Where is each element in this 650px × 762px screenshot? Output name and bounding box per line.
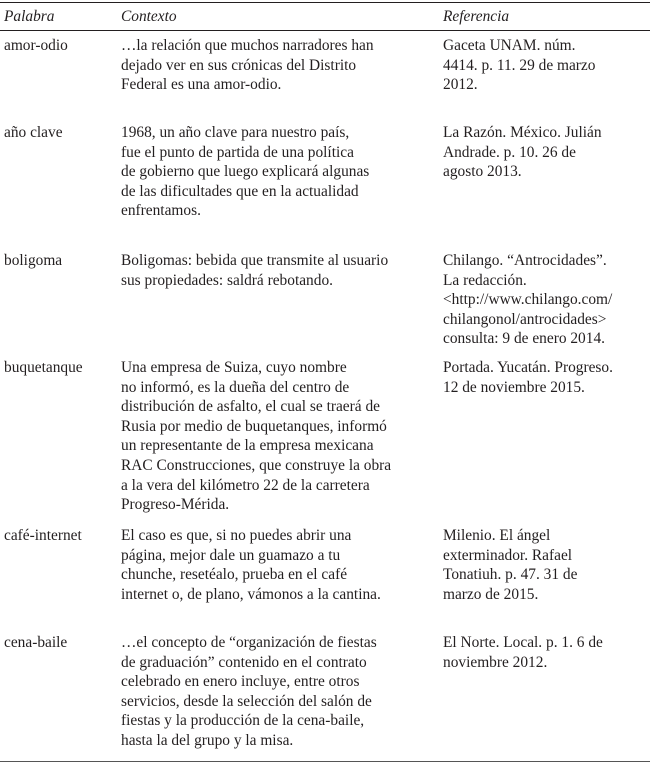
table-row xyxy=(0,353,650,521)
context-line: servicios, desde la selección del salón de xyxy=(121,692,372,710)
context-line: RAC Construcciones, que construye la obra xyxy=(121,456,392,474)
context-line: página, mejor dale un guamazo a tu xyxy=(121,546,341,564)
word-cell: boligoma xyxy=(4,252,63,269)
context-cell xyxy=(121,251,443,353)
header-context: Contexto xyxy=(121,8,177,25)
reference-line: 12 de noviembre 2015. xyxy=(443,378,585,396)
reference-line: Chilango. “Antrocidades”. xyxy=(443,252,607,269)
reference-line: Milenio. El ángel xyxy=(443,527,551,544)
word-cell: amor-odio xyxy=(4,37,68,54)
header-word: Palabra xyxy=(4,8,55,25)
context-line: un representante de la empresa mexicana xyxy=(121,437,374,455)
context-line: dejado ver en sus crónicas del Distrito xyxy=(121,56,357,74)
context-cell xyxy=(121,358,443,521)
reference-cell xyxy=(443,526,650,628)
table-row xyxy=(0,521,650,628)
context-line: El caso es que, si no puedes abrir una xyxy=(121,527,352,544)
context-line: enfrentamos. xyxy=(121,202,201,220)
reference-line: La Razón. México. Julián xyxy=(443,124,602,141)
reference-line: Gaceta UNAM. núm. xyxy=(443,37,576,54)
context-line: celebrado en enero incluye, entre otros xyxy=(121,673,360,691)
context-cell xyxy=(121,123,443,246)
context-line: Federal es una amor-odio. xyxy=(121,76,282,94)
context-cell xyxy=(121,633,443,761)
context-cell xyxy=(121,526,443,628)
context-line: Rusia por medio de buquetanques, informó xyxy=(121,417,387,435)
word-cell: buquetanque xyxy=(4,359,83,376)
reference-cell xyxy=(443,633,650,761)
context-line: hasta la del grupo y la misa. xyxy=(121,731,294,749)
reference-line: agosto 2013. xyxy=(443,163,522,181)
reference-line: noviembre 2012. xyxy=(443,653,548,671)
reference-cell xyxy=(443,36,650,118)
reference-line: La redacción. xyxy=(443,271,527,289)
reference-cell xyxy=(443,123,650,246)
table-row xyxy=(0,246,650,353)
context-line: internet o, de plano, vámonos a la cantina. xyxy=(121,585,381,603)
reference-line: consulta: 9 de enero 2014. xyxy=(443,330,605,348)
reference-url-line: chilangonol/antrocidades> xyxy=(443,310,607,328)
context-line: …la relación que muchos narradores han xyxy=(121,37,374,54)
context-line: chunche, resetéalo, prueba en el café xyxy=(121,566,348,584)
reference-line: marzo de 2015. xyxy=(443,585,539,603)
word-context-reference-table xyxy=(0,2,650,762)
context-line: de las dificultades que en la actualidad xyxy=(121,182,359,200)
reference-line: 4414. p. 11. 29 de marzo xyxy=(443,56,596,74)
context-line: a la vera del kilómetro 22 de la carretera xyxy=(121,476,370,494)
reference-line: Tonatiuh. p. 47. 31 de xyxy=(443,566,578,584)
context-line: no informó, es la dueña del centro de xyxy=(121,378,350,396)
table-row xyxy=(0,118,650,246)
reference-line: exterminador. Rafael xyxy=(443,546,573,564)
context-line: Progreso-Mérida. xyxy=(121,496,230,514)
word-cell: cena-baile xyxy=(4,634,68,651)
reference-cell xyxy=(443,358,650,521)
context-line: fue el punto de partida de una política xyxy=(121,143,354,161)
context-line: fiestas y la producción de la cena-baile, xyxy=(121,712,365,730)
reference-line: Andrade. p. 10. 26 de xyxy=(443,143,576,161)
context-line: Una empresa de Suiza, cuyo nombre xyxy=(121,359,347,376)
context-line: de gobierno que luego explicará algunas xyxy=(121,163,370,181)
context-cell xyxy=(121,36,443,118)
word-cell: año clave xyxy=(4,124,63,141)
header-reference: Referencia xyxy=(443,8,510,25)
context-line: Boligomas: bebida que transmite al usuario xyxy=(121,252,389,269)
reference-cell xyxy=(443,251,650,353)
table-header-row xyxy=(0,3,650,31)
context-line: de graduación” contenido en el contrato xyxy=(121,653,367,671)
context-line: distribución de asfalto, el cual se traerá de xyxy=(121,398,380,416)
reference-line: El Norte. Local. p. 1. 6 de xyxy=(443,634,603,651)
context-line: 1968, un año clave para nuestro país, xyxy=(121,124,350,141)
table-row xyxy=(0,31,650,118)
context-line: sus propiedades: saldrá rebotando. xyxy=(121,271,333,289)
reference-line: Portada. Yucatán. Progreso. xyxy=(443,359,613,376)
reference-url-line: <http://www.chilango.com/ xyxy=(443,291,613,309)
context-line: …el concepto de “organización de fiestas xyxy=(121,634,377,651)
table-row xyxy=(0,628,650,761)
word-cell: café-internet xyxy=(4,527,82,544)
reference-line: 2012. xyxy=(443,76,478,94)
